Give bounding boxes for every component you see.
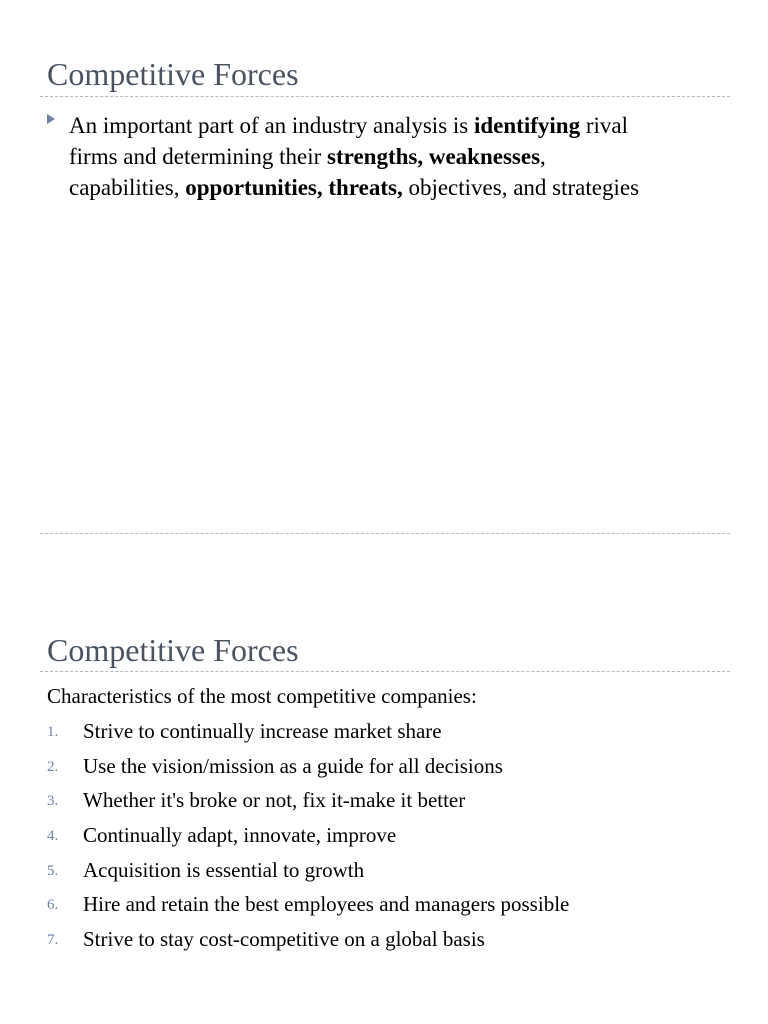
list-item — [47, 821, 737, 856]
list-item — [47, 717, 737, 752]
bullet-run: rival — [580, 113, 628, 138]
characteristics-list — [47, 717, 737, 960]
list-number: 7. — [47, 932, 59, 949]
title-divider — [40, 96, 730, 97]
slide-title: Competitive Forces — [47, 632, 299, 668]
title-divider — [40, 671, 730, 672]
triangle-bullet-icon — [47, 114, 55, 124]
list-number: 5. — [47, 862, 59, 879]
slide-competitive-forces-2 — [0, 576, 768, 1024]
list-item-text: Continually adapt, innovate, improve — [83, 823, 397, 848]
list-item-text: Whether it's broke or not, fix it-make it better — [83, 788, 466, 813]
slide-title: Competitive Forces — [47, 56, 299, 92]
list-item — [47, 890, 737, 925]
bullet-text — [69, 110, 717, 203]
list-intro: Characteristics of the most competitive companies: — [47, 684, 477, 708]
bullet-emphasis: strengths, weaknesses — [327, 144, 541, 169]
list-number: 3. — [47, 793, 59, 810]
list-item-text: Acquisition is essential to growth — [83, 857, 365, 882]
list-number: 6. — [47, 897, 59, 914]
list-item-text: Use the vision/mission as a guide for all decisions — [83, 753, 503, 778]
list-item — [47, 752, 737, 787]
bullet-emphasis: identifying — [474, 113, 581, 138]
list-item — [47, 856, 737, 891]
list-item — [47, 925, 737, 960]
list-item — [47, 786, 737, 821]
bullet-run: firms and determining their — [69, 144, 328, 169]
list-number: 1. — [47, 724, 59, 740]
list-number: 2. — [47, 758, 59, 775]
list-number: 4. — [47, 828, 59, 845]
list-item-text: Strive to continually increase market share — [83, 719, 442, 743]
bullet-item — [47, 110, 717, 203]
bullet-emphasis: opportunities, threats, — [185, 175, 403, 200]
bullet-run: , — [540, 144, 546, 169]
list-item-text: Hire and retain the best employees and managers possible — [83, 892, 570, 917]
bullet-run: An important part of an industry analysis is — [69, 113, 474, 138]
bullet-run: capabilities, — [69, 175, 186, 200]
slide-bottom-divider — [40, 533, 730, 534]
bullet-run: objectives, and strategies — [402, 175, 640, 200]
list-item-text: Strive to stay cost-competitive on a global basis — [83, 927, 485, 952]
